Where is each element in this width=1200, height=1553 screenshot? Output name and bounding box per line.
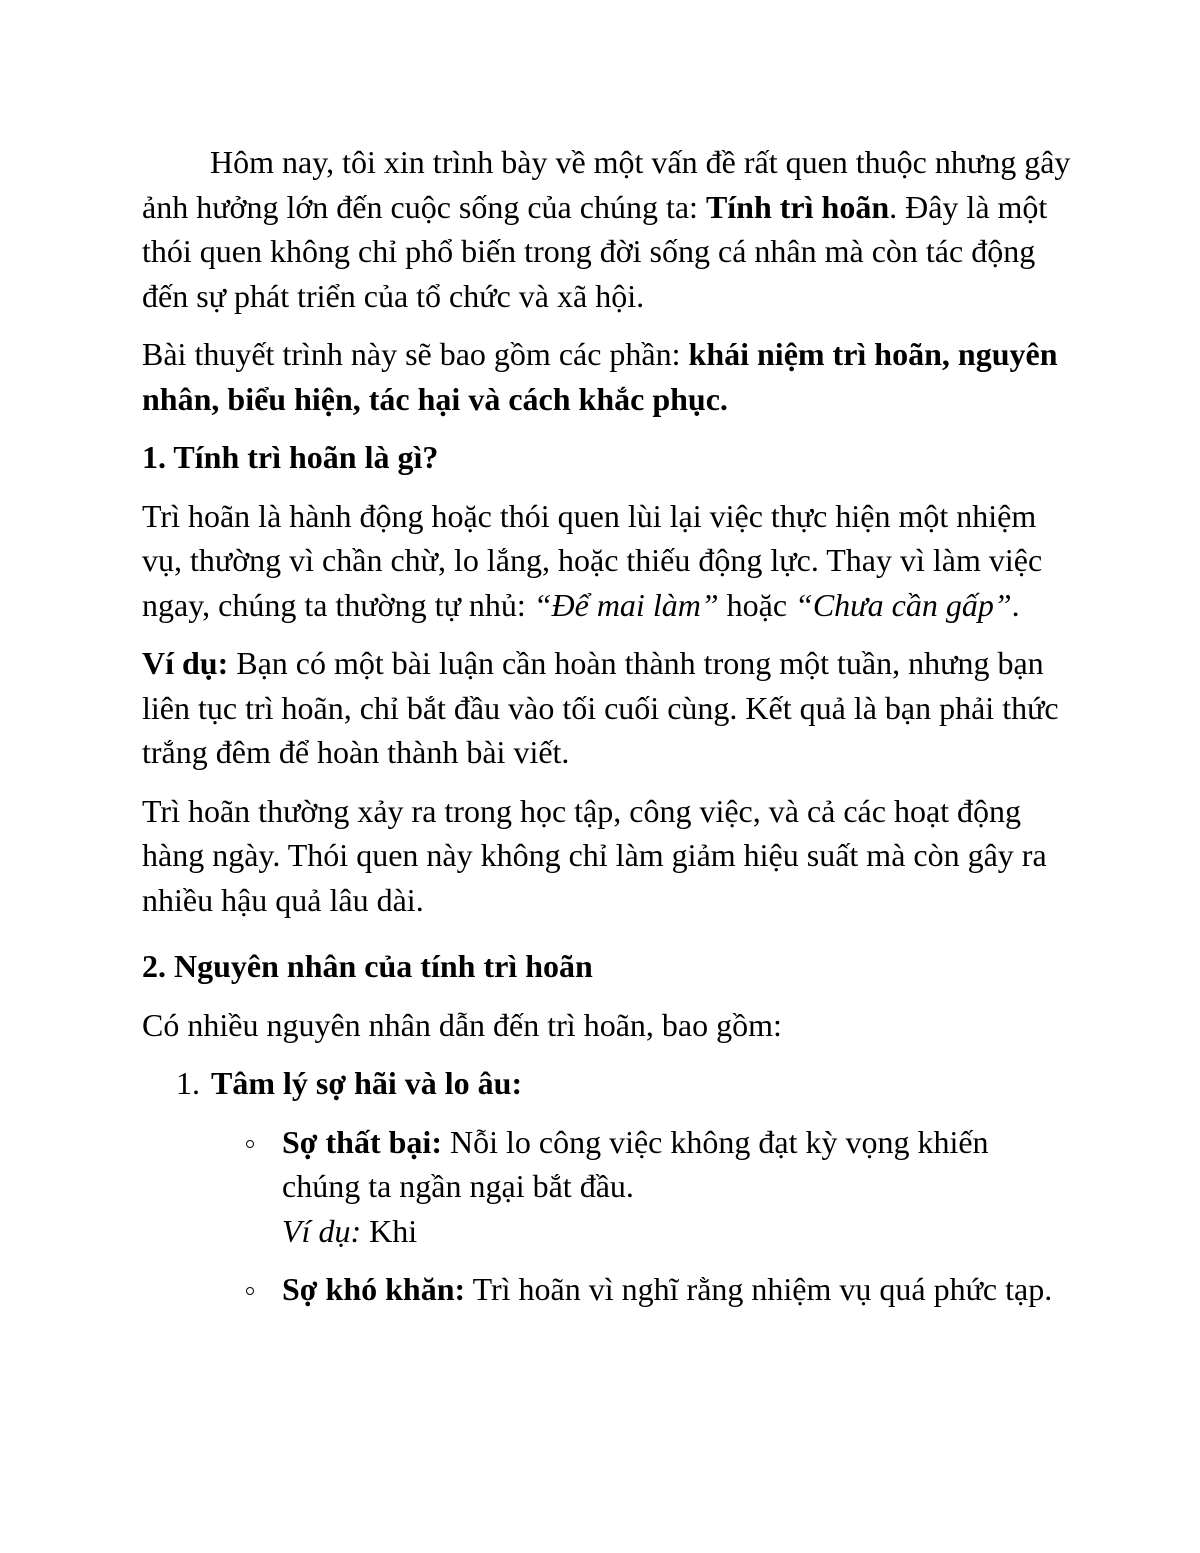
section1-example [142, 641, 1072, 775]
definition-end: . [1011, 586, 1020, 623]
bullet-example-text: Khi [361, 1212, 418, 1249]
section1-definition [142, 494, 1072, 628]
intro-paragraph [142, 140, 1072, 318]
section1-context: Trì hoãn thường xảy ra trong học tập, công việc, và cả các hoạt động hàng ngày. Thói quen này không chỉ làm giảm hiệu suất mà còn gây ra nhiều hậu quả lâu dài. [142, 792, 1047, 918]
circle-bullet-icon [246, 1287, 254, 1295]
intro-bold-term: Tính trì hoãn [705, 188, 890, 225]
intro-text: Hôm nay, tôi xin trình bày về một vấn đề rất quen thuộc nhưng gây ảnh hưởng lớn đến cuộc sống của chúng ta: [142, 144, 1071, 225]
example-label: Ví dụ: [142, 645, 229, 681]
numbered-item-label: Tâm lý sợ hãi và lo âu: [211, 1065, 523, 1101]
sub-bullet-list [142, 1120, 1072, 1312]
list-item [142, 1267, 1072, 1312]
section1-heading: 1. Tính trì hoãn là gì? [142, 439, 439, 475]
outline-text: Bài thuyết trình này sẽ bao gồm các phần: [142, 336, 689, 372]
quote-de-mai-lam: “Để mai làm” [533, 586, 719, 623]
quote-chua-can-gap: “Chưa cần gấp” [795, 586, 1012, 623]
outline-bold-list: khái niệm trì hoãn, nguyên nhân, biểu hiện, tác hại và cách khắc phục. [142, 336, 1058, 417]
bullet-text: Trì hoãn vì nghĩ rằng nhiệm vụ quá phức tạp. [465, 1271, 1053, 1307]
outline-paragraph [142, 332, 1072, 421]
intro-text-end: . Đây là một thói quen không chỉ phổ biến trong đời sống cá nhân mà còn tác động đến sự phát triển của tổ chức và xã hội. [142, 188, 1048, 314]
bullet-label: Sợ khó khăn: [282, 1271, 466, 1307]
document-page [142, 140, 1072, 1326]
section2-heading: 2. Nguyên nhân của tính trì hoãn [142, 948, 593, 984]
list-item [142, 1120, 1072, 1254]
circle-bullet-icon [246, 1140, 254, 1148]
section2-intro: Có nhiều nguyên nhân dẫn đến trì hoãn, bao gồm: [142, 1006, 782, 1043]
list-number: 1. [176, 1065, 200, 1101]
definition-conjunction: hoặc [718, 586, 796, 623]
definition-text: Trì hoãn là hành động hoặc thói quen lùi lại việc thực hiện một nhiệm vụ, thường vì chần chừ, lo lắng, hoặc thiếu động lực. Thay vì làm việc ngay, chúng ta thường tự nhủ: [142, 497, 1043, 623]
bullet-text: Nỗi lo công việc không đạt kỳ vọng khiến chúng ta ngần ngại bắt đầu. [282, 1123, 989, 1204]
bullet-label: Sợ thất bại: [282, 1123, 442, 1160]
numbered-item-1 [142, 1061, 1072, 1106]
example-text: Bạn có một bài luận cần hoàn thành trong một tuần, nhưng bạn liên tục trì hoãn, chỉ bắt đầu vào tối cuối cùng. Kết quả là bạn phải thức trắng đêm để hoàn thành bài viết. [142, 645, 1059, 770]
bullet-example-label: Ví dụ: [282, 1212, 362, 1249]
